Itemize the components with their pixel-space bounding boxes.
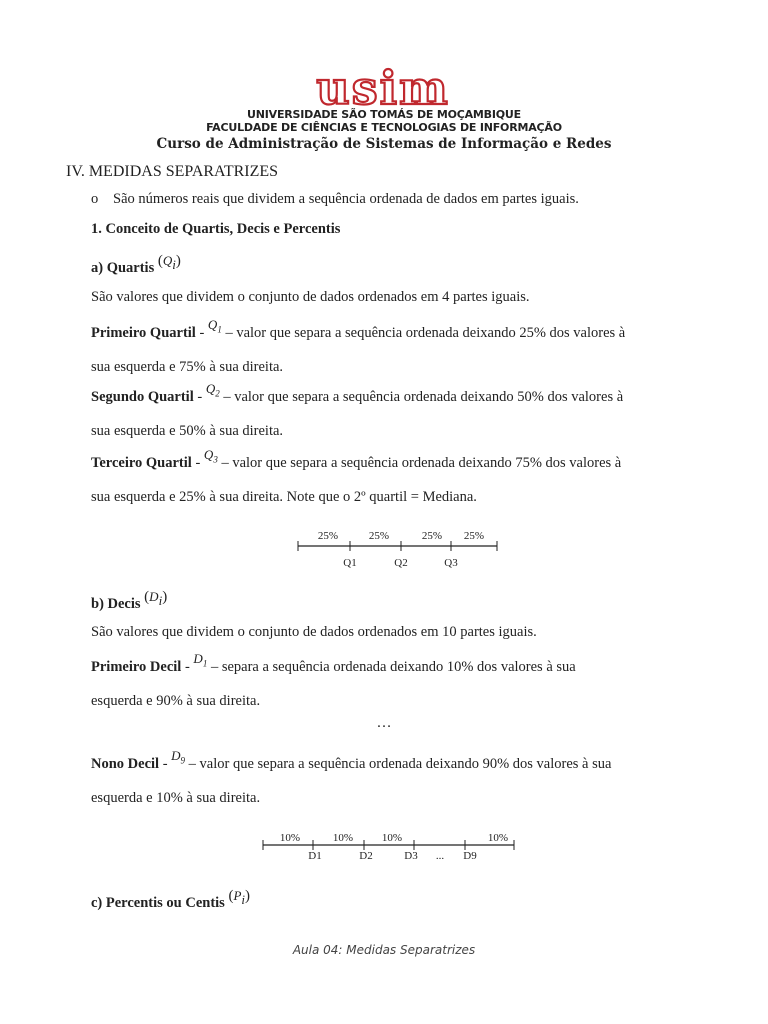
- quartis-label: a) Quartis: [91, 260, 155, 276]
- quartis-heading: [91, 253, 181, 286]
- decis-label: b) Decis: [91, 596, 141, 612]
- quartis-intro: São valores que dividem o conjunto de dados ordenados em 4 partes iguais.: [91, 289, 530, 305]
- decis-pct-1: 10%: [279, 832, 301, 844]
- quartis-pct-1: 25%: [317, 530, 339, 542]
- quartis-symbol: $(Q_i)$: [157, 253, 181, 272]
- subsection-title: 1. Conceito de Quartis, Decis e Percentis: [91, 221, 341, 237]
- university-name: UNIVERSIDADE SÃO TOMÁS DE MOÇAMBIQUE: [247, 108, 521, 121]
- decis-intro: São valores que dividem o conjunto de dados ordenados em 10 partes iguais.: [91, 624, 537, 640]
- quartis-pct-3: 25%: [421, 530, 443, 542]
- decis-symbol: $(D_i)$: [144, 589, 168, 608]
- decis-pct-2: 10%: [332, 832, 354, 844]
- d1-definition: Primeiro Decil - $D_1$ – separa a sequência ordenada deixando 10% dos valores à sua esquerda e 90% à sua direita.: [91, 651, 576, 709]
- quartis-label-q1: Q1: [343, 557, 357, 569]
- decis-pct-4: 10%: [487, 832, 509, 844]
- quartis-pct-4: 25%: [463, 530, 485, 542]
- decis-diagram: [258, 828, 520, 868]
- bullet-text: São números reais que dividem a sequência ordenada de dados em partes iguais.: [113, 191, 579, 207]
- course-name: Curso de Administração de Sistemas de Informação e Redes: [156, 136, 612, 152]
- d9-symbol: $D_9$: [171, 748, 186, 766]
- section-title: IV. MEDIDAS SEPARATRIZES: [66, 163, 279, 180]
- q2-definition: Segundo Quartil - $Q_2$ – valor que separa a sequência ordenada deixando 50% dos valores à sua esquerda e 50% à sua direita.: [91, 381, 624, 439]
- decis-heading: [91, 589, 167, 622]
- decis-label-d9: D9: [463, 850, 477, 862]
- d1-symbol: $D_1$: [193, 651, 208, 669]
- q3-symbol: $Q_3$: [203, 447, 218, 465]
- decis-label-ellipsis: ...: [435, 850, 445, 862]
- q3-definition: Terceiro Quartil - $Q_3$ – valor que separa a sequência ordenada deixando 75% dos valores à sua esquerda e 25% à sua direita. Note que o 2º quartil = Mediana.: [91, 447, 622, 505]
- q1-symbol: $Q_1$: [207, 317, 222, 335]
- faculty-name: FACULDADE DE CIÊNCIAS E TECNOLOGIAS DE INFORMAÇÃO: [206, 121, 562, 134]
- percentis-symbol: $(P_i)$: [228, 888, 251, 907]
- d9-definition: Nono Decil - $D_9$ – valor que separa a sequência ordenada deixando 90% dos valores à sua esquerda e 10% à sua direita.: [91, 748, 612, 806]
- q2-symbol: $Q_2$: [205, 381, 220, 399]
- decis-label-d2: D2: [359, 850, 373, 862]
- quartis-label-q2: Q2: [394, 557, 408, 569]
- quartis-pct-2: 25%: [368, 530, 390, 542]
- usim-logo: [288, 66, 478, 110]
- logo-text: usim: [316, 66, 450, 110]
- percentis-heading: [91, 888, 250, 921]
- decis-pct-3: 10%: [381, 832, 403, 844]
- bullet-marker: o: [91, 191, 99, 207]
- decis-label-d1: D1: [308, 850, 322, 862]
- page-footer: Aula 04: Medidas Separatrizes: [292, 943, 476, 957]
- ellipsis: …: [376, 715, 392, 731]
- percentis-label: c) Percentis ou Centis: [91, 895, 225, 911]
- quartis-diagram: [290, 525, 505, 573]
- decis-label-d3: D3: [404, 850, 418, 862]
- q1-definition: Primeiro Quartil - $Q_1$ – valor que separa a sequência ordenada deixando 25% dos valores à sua esquerda e 75% à sua direita.: [91, 317, 626, 375]
- quartis-label-q3: Q3: [444, 557, 458, 569]
